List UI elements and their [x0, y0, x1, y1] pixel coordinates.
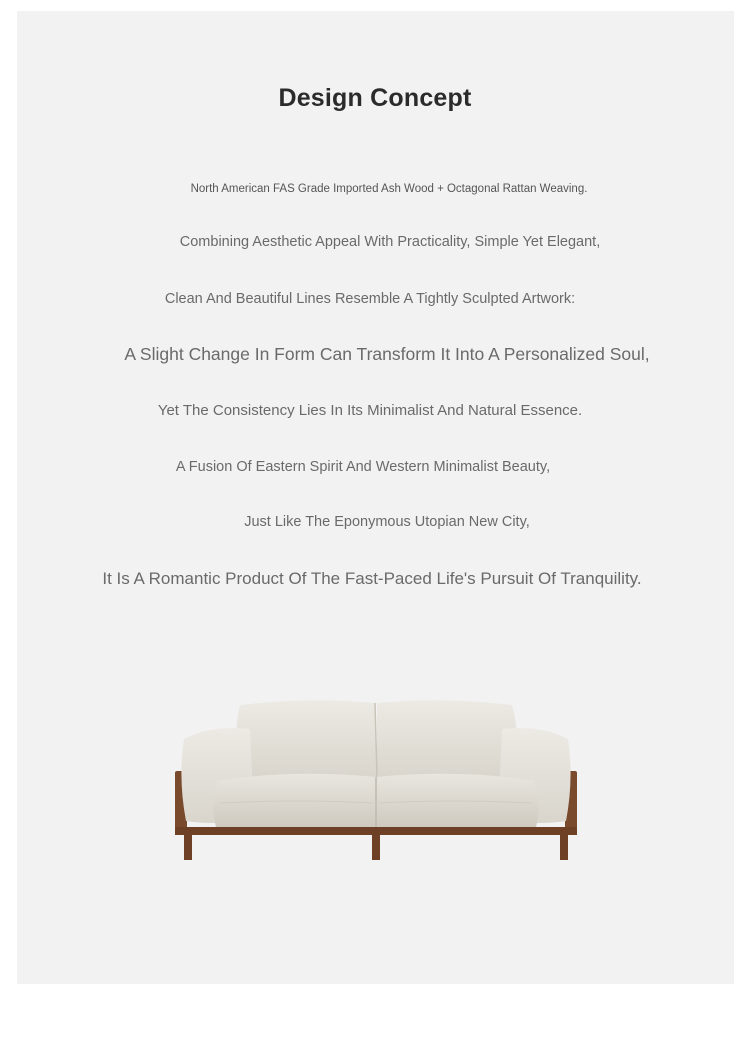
concept-line-2: Combining Aesthetic Appeal With Practicality, Simple Yet Elegant,	[179, 234, 601, 250]
concept-line-4: A Slight Change In Form Can Transform It Into A Personalized Soul,	[124, 344, 650, 364]
concept-line-7: Just Like The Eponymous Utopian New City,	[244, 514, 530, 530]
page-title: Design Concept	[278, 84, 472, 112]
concept-line-1: North American FAS Grade Imported Ash Wood + Octagonal Rattan Weaving.	[190, 183, 588, 195]
concept-line-6: A Fusion Of Eastern Spirit And Western Minimalist Beauty,	[175, 459, 551, 475]
sofa-image	[170, 695, 582, 865]
concept-line-8: It Is A Romantic Product Of The Fast-Paced Life's Pursuit Of Tranquility.	[102, 569, 642, 588]
concept-line-3: Clean And Beautiful Lines Resemble A Tightly Sculpted Artwork:	[164, 291, 576, 307]
concept-line-5: Yet The Consistency Lies In Its Minimalist And Natural Essence.	[157, 402, 583, 419]
